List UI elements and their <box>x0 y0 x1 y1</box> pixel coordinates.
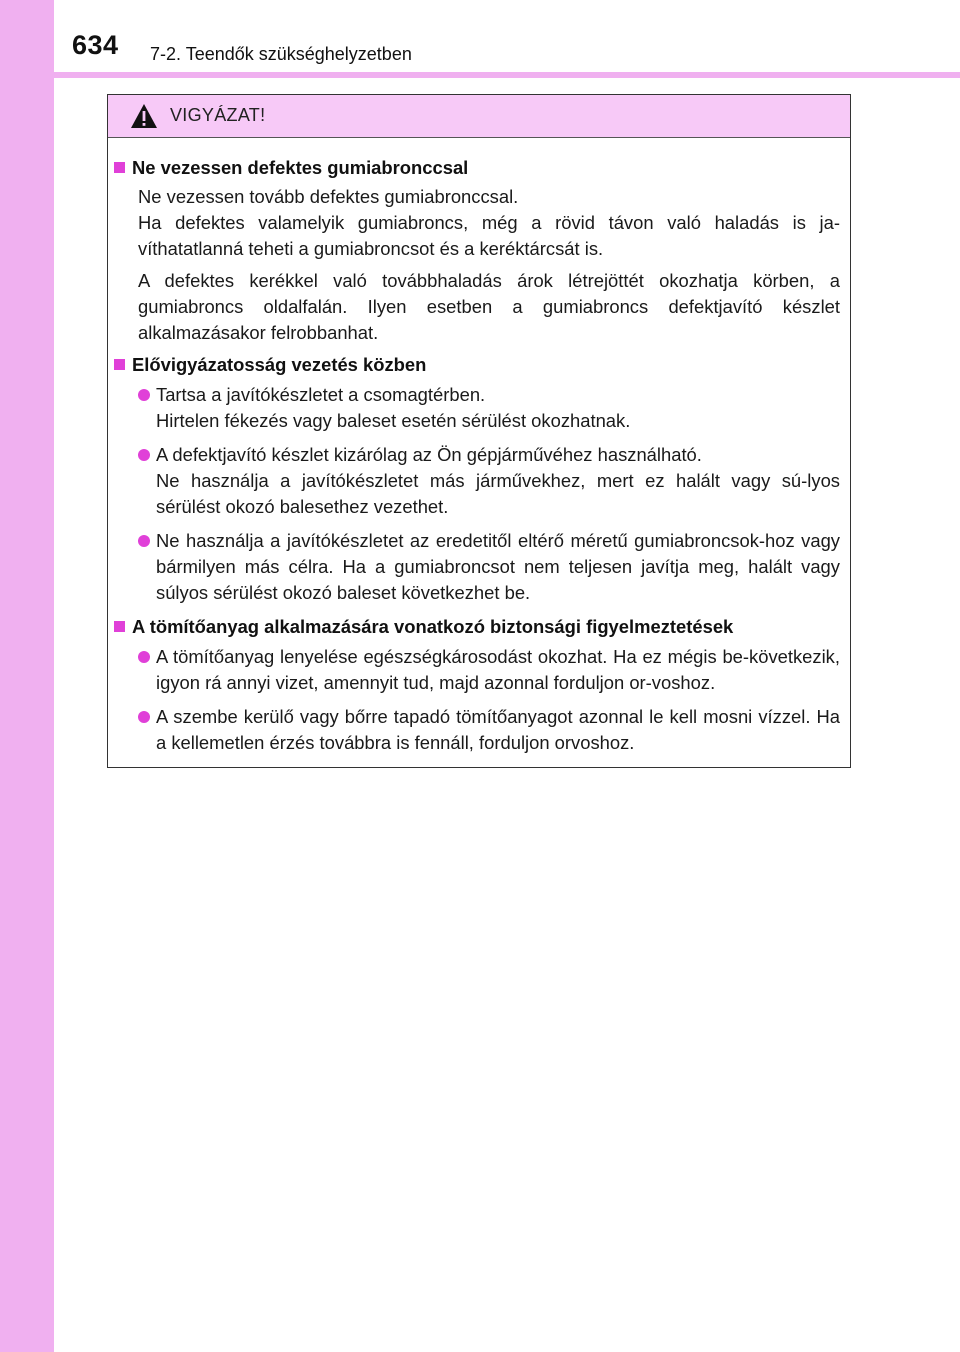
section-heading-text: Ne vezessen defektes gumiabronccsal <box>132 157 469 178</box>
section-heading <box>114 352 840 378</box>
section-title: 7-2. Teendők szükséghelyzetben <box>150 44 412 64</box>
list-item-text: Tartsa a javítókészletet a csomagtérben. <box>156 384 486 405</box>
list-item <box>138 442 840 520</box>
list-item-text: A defektjavító készlet kizárólag az Ön gépjárművéhez használható. <box>156 444 702 465</box>
list-item-text: Hirtelen fékezés vagy baleset esetén sérülést okozhatnak. <box>156 410 631 431</box>
list-item <box>138 528 840 606</box>
header-rule <box>54 72 960 78</box>
section-heading <box>114 155 840 181</box>
side-tab-bar <box>0 0 54 1352</box>
square-bullet-icon <box>114 621 125 632</box>
warning-content <box>108 138 850 756</box>
list-item <box>138 704 840 756</box>
section-heading-text: A tömítőanyag alkalmazására vonatkozó biztonsági figyelmeztetések <box>132 616 734 637</box>
square-bullet-icon <box>114 359 125 370</box>
warning-section <box>114 614 840 756</box>
list-item-text: A szembe kerülő vagy bőrre tapadó tömítőanyagot azonnal le kell mosni vízzel. Ha a kellemetlen érzés továbbra is fennáll, forduljon orvoshoz. <box>156 706 840 753</box>
warning-box <box>107 94 851 768</box>
section-heading-text: Elővigyázatosság vezetés közben <box>132 354 427 375</box>
list-item-text: Ne használja a javítókészletet más járművekhez, mert ez halált vagy sú-lyos sérülést okozó balesethez vezethet. <box>156 470 840 517</box>
paragraph-line: Ha defektes valamelyik gumiabroncs, még a rövid távon való haladás is ja-víthatatlanná teheti a gumiabroncsot és a keréktárcsát is. <box>138 212 840 259</box>
section-heading <box>114 614 840 640</box>
paragraph <box>138 184 840 262</box>
list-item <box>138 382 840 434</box>
round-bullet-icon <box>138 535 150 547</box>
round-bullet-icon <box>138 651 150 663</box>
list-item <box>138 644 840 696</box>
list-item-text: A tömítőanyag lenyelése egészségkárosodást okozhat. Ha ez mégis be-következik, igyon rá annyi vizet, amennyit tud, majd azonnal forduljon or-voshoz. <box>156 646 840 693</box>
paragraph: A defektes kerékkel való továbbhaladás árok létrejöttét okozhatja körben, a gumiabroncs oldalfalán. Ilyen esetben a gumiabroncs defektjavító készlet alkalmazásakor felrobbanhat. <box>138 270 840 343</box>
warning-title: VIGYÁZAT! <box>170 105 266 125</box>
paragraph-line: Ne vezessen tovább defektes gumiabronccsal. <box>138 186 519 207</box>
list-item-text: Ne használja a javítókészletet az eredetitől eltérő méretű gumiabroncsok-hoz vagy bármilyen más célra. Ha a gumiabroncsot nem teljesen javítja meg, halált vagy súlyos sérülést okozó baleset következhet be. <box>156 530 840 603</box>
round-bullet-icon <box>138 389 150 401</box>
page-number: 634 <box>72 30 119 60</box>
square-bullet-icon <box>114 162 125 173</box>
warning-section <box>114 155 840 346</box>
round-bullet-icon <box>138 711 150 723</box>
warning-header <box>108 95 850 138</box>
warning-section <box>114 352 840 606</box>
warning-triangle-icon <box>130 102 158 130</box>
round-bullet-icon <box>138 449 150 461</box>
